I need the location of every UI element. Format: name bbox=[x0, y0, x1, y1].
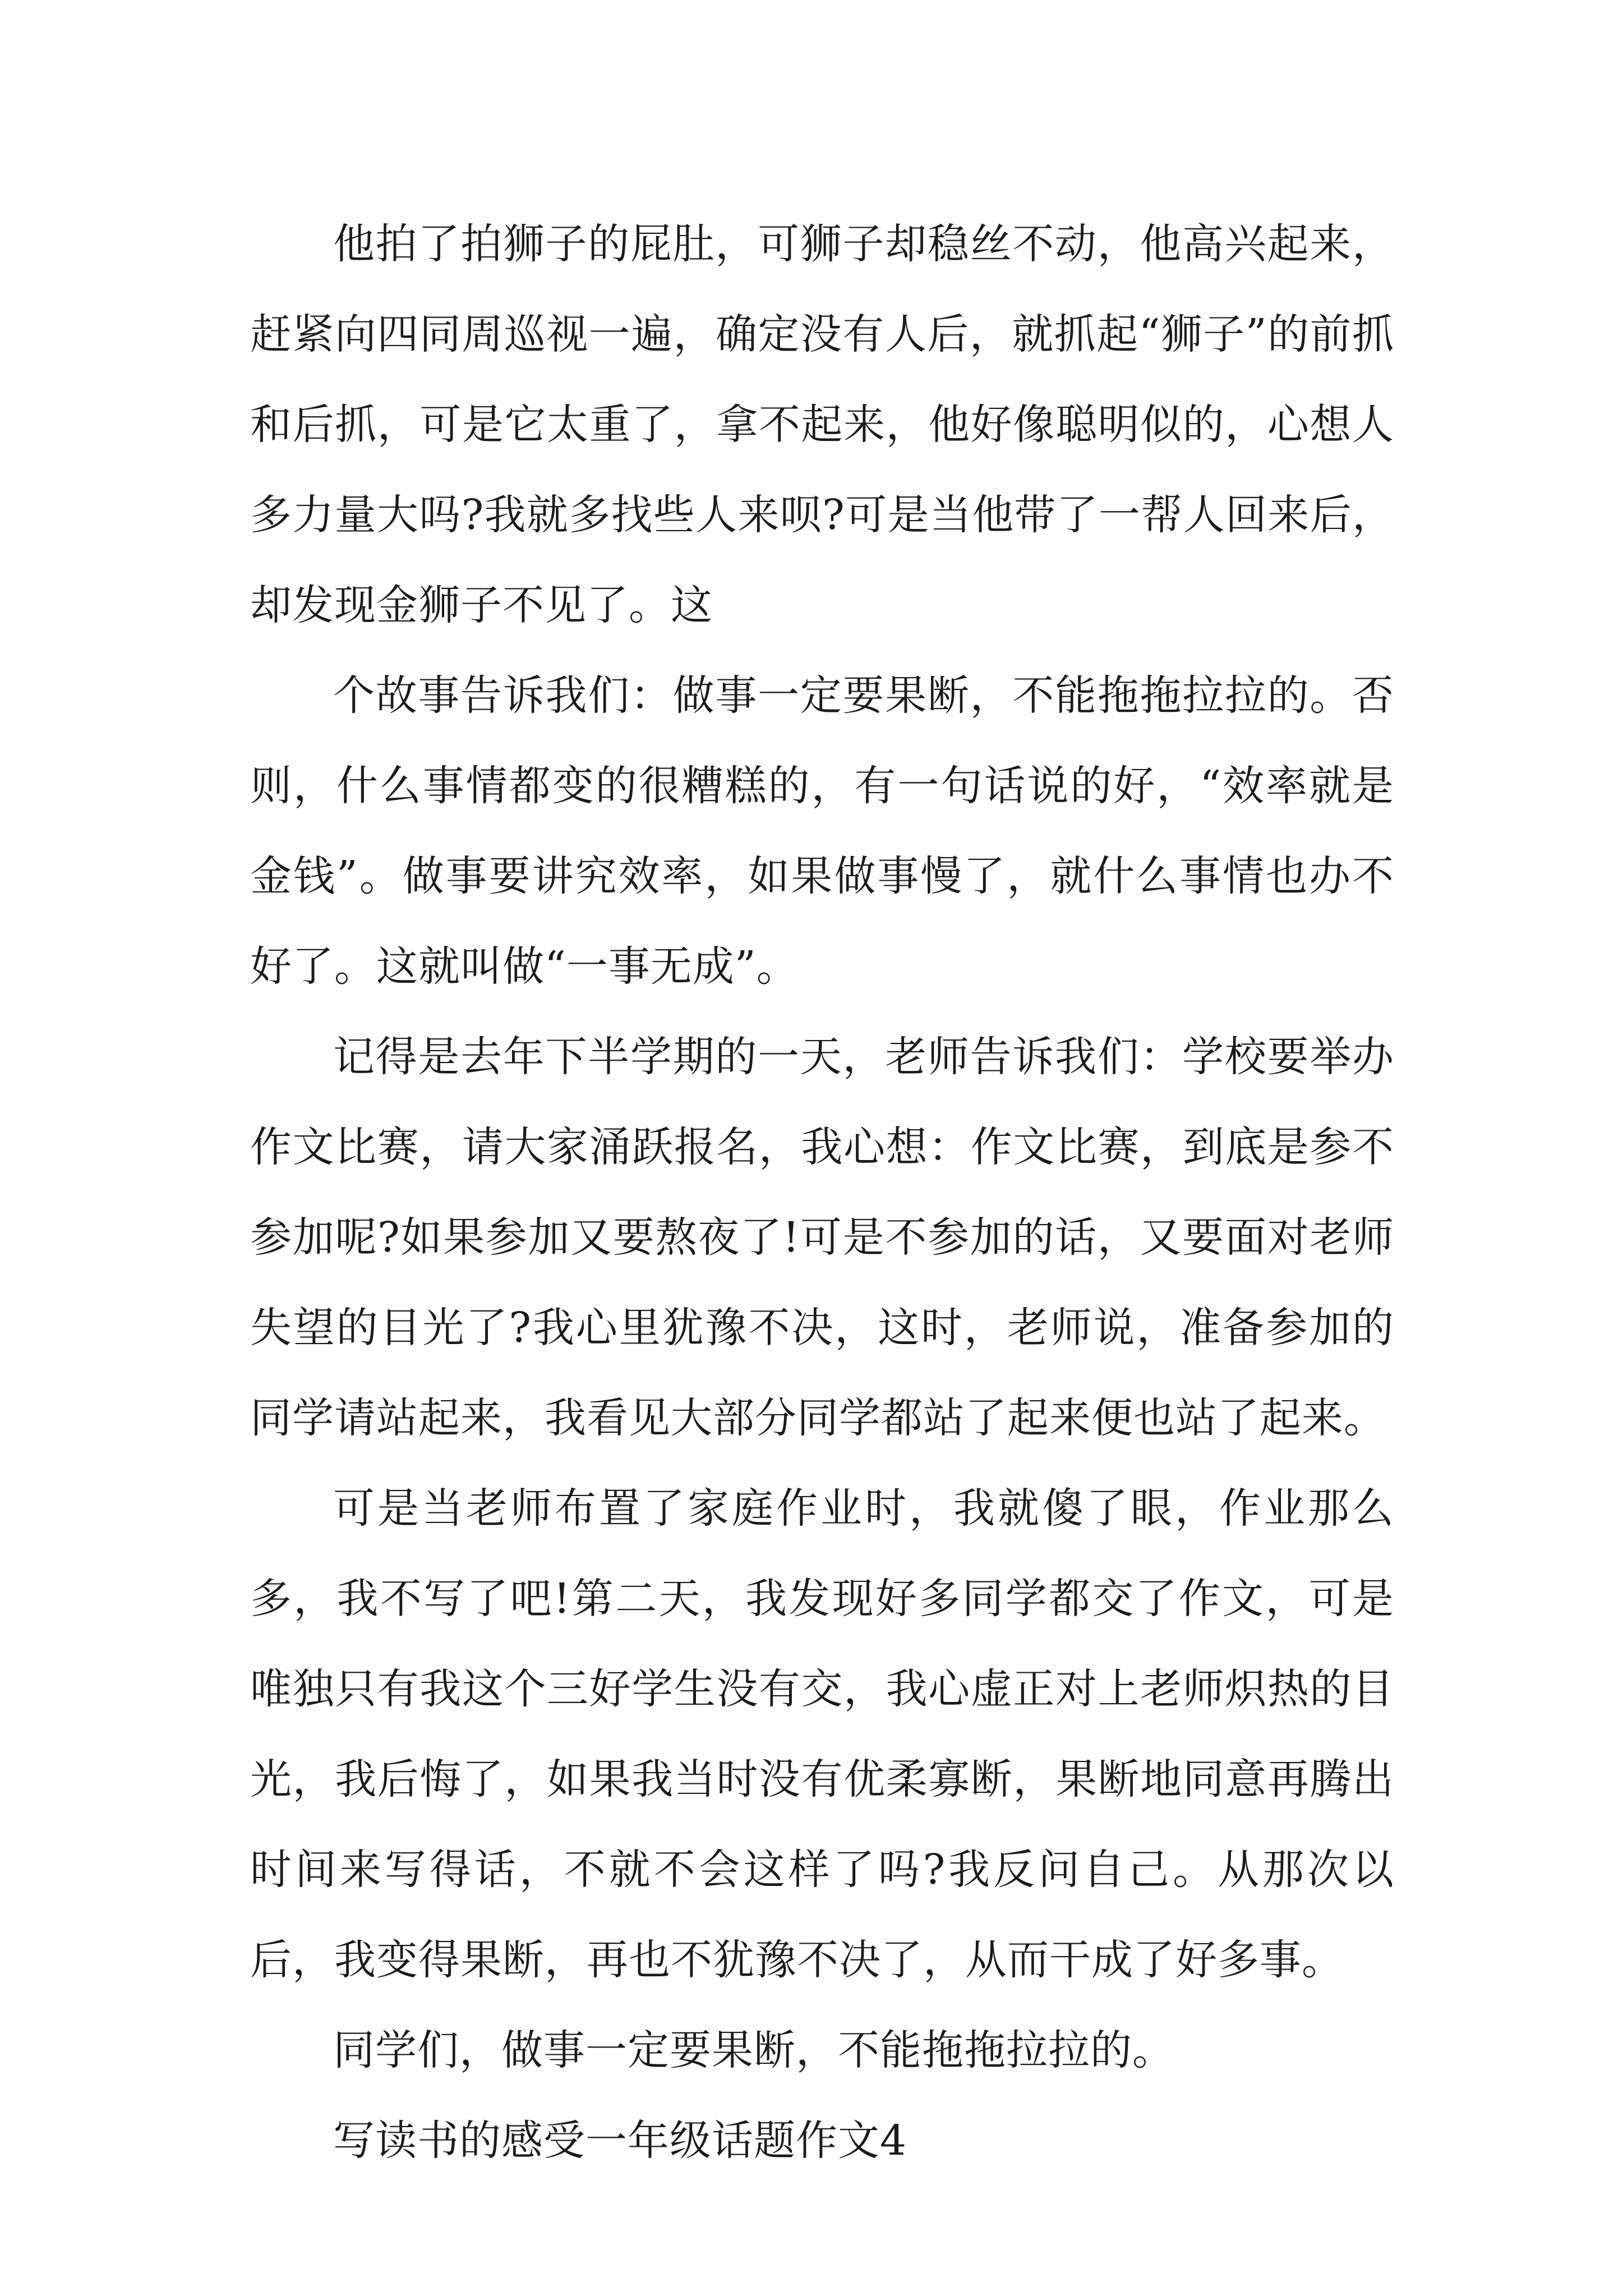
paragraph-conclusion: 同学们，做事一定要果断，不能拖拖拉拉的。 bbox=[333, 2026, 1174, 2074]
paragraph-story-moral: 个故事告诉我们：做事一定要果断，不能拖拖拉拉的。否则，什么事情都变的很糟糕的，有一句话说的好，“效率就是金钱”。做事要讲究效率，如果做事慢了，就什么事情也办不好了。这就叫做“一事无成”。 bbox=[250, 671, 1394, 991]
essay-heading: 写读书的感受一年级话题作文4 bbox=[333, 2116, 907, 2165]
paragraph-regret: 可是当老师布置了家庭作业时，我就傻了眼，作业那么多，我不写了吧!第二天，我发现好多同学都交了作文，可是唯独只有我这个三好学生没有交，我心虚正对上老师炽热的目光，我后悔了，如果我当时没有优柔寡断，果断地同意再腾出时间来写得话，不就不会这样了吗?我反问自己。从那次以后，我变得果断，再也不犹豫不决了，从而干成了好多事。 bbox=[250, 1484, 1394, 1984]
document-body bbox=[250, 199, 1394, 2186]
paragraph-lion-story: 他拍了拍狮子的屁肚，可狮子却稳丝不动，他高兴起来，赶紧向四同周巡视一遍，确定没有人后，就抓起“狮子”的前抓和后抓，可是它太重了，拿不起来，他好像聪明似的，心想人多力量大吗?我就多找些人来呗?可是当他带了一帮人回来后，却发现金狮子不见了。这 bbox=[250, 220, 1394, 629]
paragraph-essay-contest: 记得是去年下半学期的一天，老师告诉我们：学校要举办作文比赛，请大家涌跃报名，我心想：作文比赛，到底是参不参加呢?如果参加又要熬夜了!可是不参加的话，又要面对老师失望的目光了?我心里犹豫不决，这时，老师说，准备参加的同学请站起来，我看见大部分同学都站了起来便也站了起来。 bbox=[250, 1033, 1394, 1442]
